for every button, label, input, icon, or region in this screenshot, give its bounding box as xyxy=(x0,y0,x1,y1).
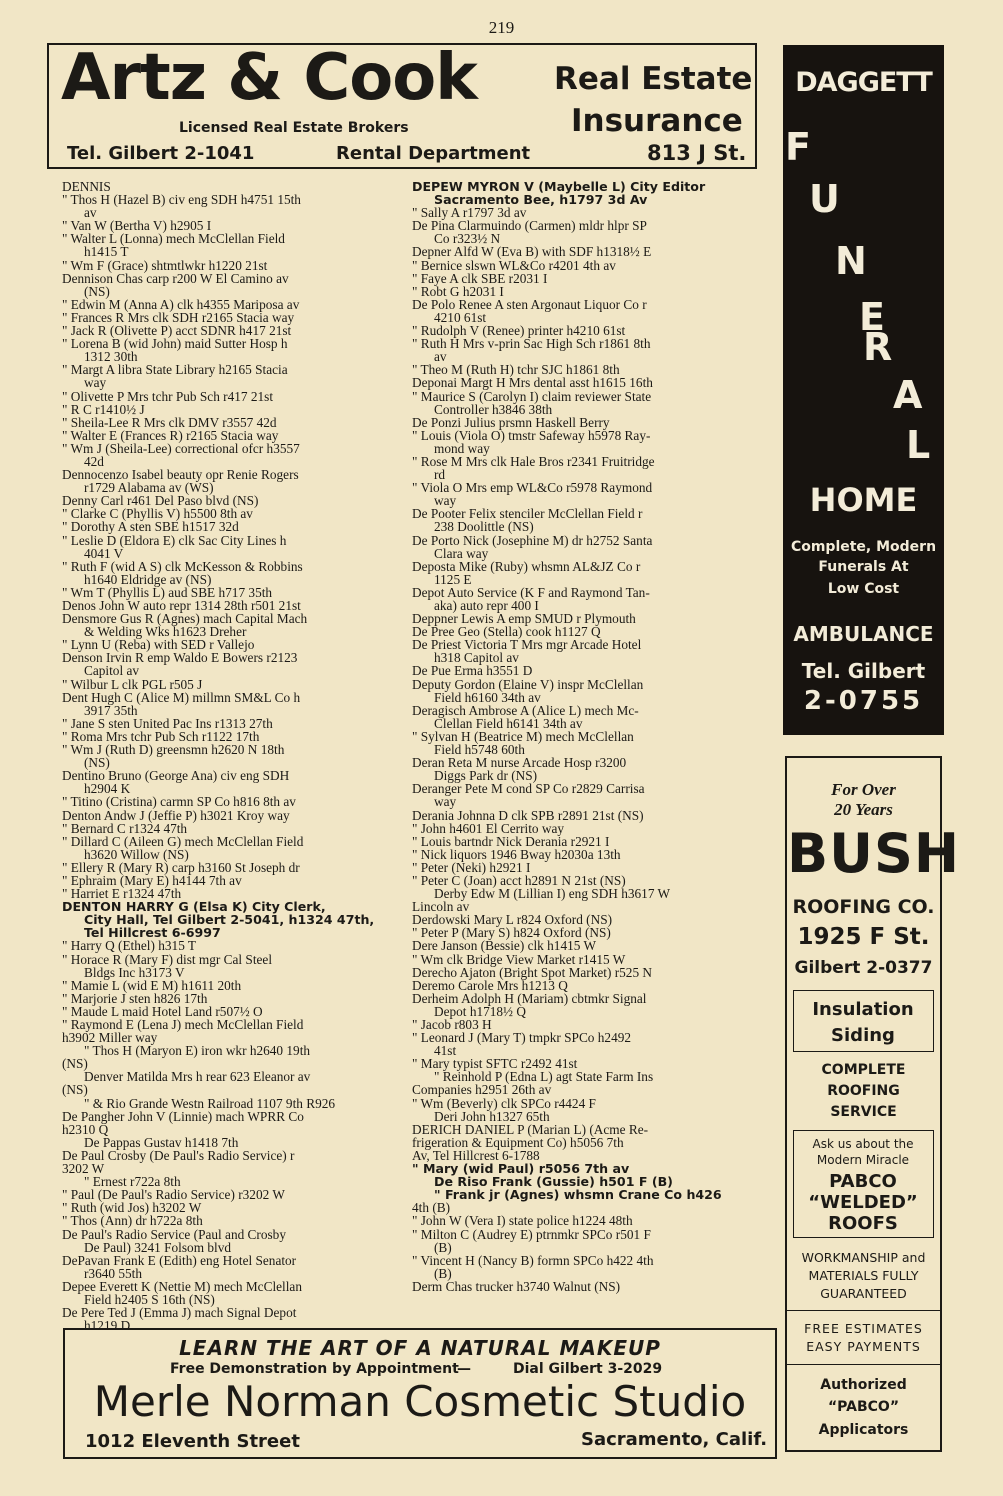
entry-continuation: " Thos H (Maryon E) iron wkr h2640 19th xyxy=(84,1043,311,1059)
entry-continuation: h1640 Eldridge av (NS) xyxy=(84,571,212,587)
directory-entry: Denos John W auto repr 1314 28th r501 21st xyxy=(62,598,301,613)
entry-continuation: r1729 Alabama av (WS) xyxy=(84,480,214,496)
entry-continuation: 1125 E xyxy=(434,571,472,587)
funeral-letter: U xyxy=(809,177,840,221)
directory-entry: h3902 Miller way xyxy=(62,1030,158,1046)
directory-entry: 4th (B) xyxy=(412,1200,451,1216)
estimates-line: FREE ESTIMATES xyxy=(804,1321,923,1336)
directory-entry: De Pooter Felix stenciler McClellan Field r xyxy=(412,506,643,522)
directory-entry: De Porto Nick (Josephine M) dr h2752 Santa xyxy=(412,532,653,548)
bush-telephone: Gilbert 2-0377 xyxy=(794,958,933,978)
directory-entry: " Nick liquors 1946 Bway h2030a 13th xyxy=(412,846,621,862)
directory-entry: " Sally A r1797 3d av xyxy=(412,205,527,221)
directory-entry: Deppner Lewis A emp SMUD r Plymouth xyxy=(412,611,636,627)
ask-line: Modern Miracle xyxy=(816,1153,910,1167)
merle-headline: LEARN THE ART OF A NATURAL MAKEUP xyxy=(179,1336,661,1360)
directory-entry: 3202 W xyxy=(62,1161,105,1177)
directory-entry: " Maurice S (Carolyn I) claim reviewer State xyxy=(412,388,652,404)
complete-line: SERVICE xyxy=(830,1104,897,1120)
entry-continuation: 1312 30th xyxy=(84,349,138,365)
directory-entry: " Theo M (Ruth H) tchr SJC h1861 8th xyxy=(412,362,620,378)
daggett-name: DAGGETT xyxy=(795,67,932,98)
directory-entry: " Bernice slswn WL&Co r4201 4th av xyxy=(412,257,616,273)
funeral-letter: F xyxy=(785,125,811,169)
entry-continuation: (NS) xyxy=(84,283,110,299)
directory-entry: " Titino (Cristina) carmn SP Co h816 8th av xyxy=(62,794,296,810)
directory-entry: " Wm T (Phyllis L) aud SBE h717 35th xyxy=(62,584,273,600)
directory-entry: " Paul (De Paul's Radio Service) r3202 W xyxy=(62,1187,285,1203)
directory-entry: De Paul Crosby (De Paul's Radio Service) r xyxy=(62,1147,295,1163)
entry-continuation: Field h6160 34th av xyxy=(434,689,541,705)
directory-entry: Derecho Ajaton (Bright Spot Market) r525 N xyxy=(412,964,653,980)
directory-entry: Deragisch Ambrose A (Alice L) mech Mc- xyxy=(412,702,639,718)
directory-entry: De Pree Geo (Stella) cook h1127 Q xyxy=(412,624,601,640)
entry-continuation: & Welding Wks h1623 Dreher xyxy=(84,624,247,640)
merle-norman-ad xyxy=(63,1328,777,1459)
entry-continuation: (B) xyxy=(434,1265,452,1281)
directory-entry: " Ellery R (Mary R) carp h3160 St Joseph dr xyxy=(62,859,300,875)
entry-continuation: way xyxy=(434,794,457,810)
entry-continuation: r3640 55th xyxy=(84,1265,142,1281)
entry-continuation: " Frank jr (Agnes) whsmn Crane Co h426 xyxy=(434,1187,722,1203)
entry-continuation: Depot h1718½ Q xyxy=(434,1003,526,1019)
complete-line: COMPLETE xyxy=(821,1062,906,1078)
directory-entry: Denson Irvin R emp Waldo E Bowers r2123 xyxy=(62,650,298,666)
directory-entry: Dennison Chas carp r200 W El Camino av xyxy=(62,270,289,286)
funeral-letter: L xyxy=(906,423,931,467)
years-label: 20 Years xyxy=(834,800,893,819)
directory-entry: " Mamie L (wid E M) h1611 20th xyxy=(62,977,242,993)
directory-entry: " Sylvan H (Beatrice M) mech McClellan xyxy=(412,728,634,744)
directory-entry: " Rose M Mrs clk Hale Bros r2341 Fruitridge xyxy=(412,453,655,469)
page-number: 219 xyxy=(488,18,515,37)
directory-entry: " Wm J (Ruth D) greensmn h2620 N 18th xyxy=(62,742,285,758)
entry-continuation: Diggs Park dr (NS) xyxy=(434,768,538,784)
directory-entry: Denton Andw J (Jeffie P) h3021 Kroy way xyxy=(62,807,290,823)
entry-continuation: Capitol av xyxy=(84,663,140,679)
directory-entry: " Jane S sten United Pac Ins r1313 27th xyxy=(62,715,273,731)
tagline-line: Low Cost xyxy=(827,581,900,597)
insurance-label: Insurance xyxy=(571,103,743,139)
directory-entry: Derania Johnna D clk SPB r2891 21st (NS) xyxy=(412,807,644,823)
estimates-line: EASY PAYMENTS xyxy=(806,1339,921,1354)
pabco-line: “WELDED” xyxy=(808,1192,918,1213)
entry-continuation: 4041 V xyxy=(84,545,124,561)
demonstration-label: Free Demonstration by Appointment xyxy=(170,1361,459,1377)
directory-entry: Dentino Bruno (George Ana) civ eng SDH xyxy=(62,768,290,784)
directory-entry: " Peter C (Joan) acct h2891 N 21st (NS) xyxy=(412,872,626,888)
directory-entry: " Jacob r803 H xyxy=(412,1017,492,1032)
directory-entry: " Rudolph V (Renee) printer h4210 61st xyxy=(412,323,626,339)
roofing-co: ROOFING CO. xyxy=(792,896,935,918)
directory-entry: Dennocenzo Isabel beauty opr Renie Rogers xyxy=(62,467,299,483)
directory-entry: " Roma Mrs tchr Pub Sch r1122 17th xyxy=(62,728,260,744)
rental-department: Rental Department xyxy=(336,143,531,164)
directory-entry: " Wilbur L clk PGL r505 J xyxy=(62,676,203,692)
entry-continuation: h318 Capitol av xyxy=(434,650,519,666)
funeral-letter: A xyxy=(893,373,923,417)
directory-entry: " Mary (wid Paul) r5056 7th av xyxy=(412,1161,630,1177)
entry-continuation: City Hall, Tel Gilbert 2-5041, h1324 47th, xyxy=(84,912,375,928)
funeral-letter: E xyxy=(859,295,885,339)
directory-entry: " Clarke C (Phyllis V) h5500 8th av xyxy=(62,506,253,522)
entry-continuation: (NS) xyxy=(84,755,110,771)
directory-entry: " Louis (Viola O) tmstr Safeway h5978 Ray- xyxy=(412,427,651,443)
pabco-box xyxy=(793,1130,934,1238)
entry-continuation: Field h5748 60th xyxy=(434,742,525,758)
directory-entry: " Margt A libra State Library h2165 Stacia xyxy=(62,362,288,378)
entry-continuation: De Pappas Gustav h1418 7th xyxy=(84,1134,239,1150)
artz-cook-ad xyxy=(47,43,757,169)
directory-column-left xyxy=(62,180,407,1332)
directory-entry: " Wm (Beverly) clk SPCo r4424 F xyxy=(412,1095,596,1111)
divider xyxy=(787,1310,940,1311)
directory-entry: " Milton C (Audrey E) ptrnmkr SPCo r501 F xyxy=(412,1226,651,1242)
funeral-letter: R xyxy=(863,325,893,369)
directory-entry: " Harry Q (Ethel) h315 T xyxy=(62,938,197,954)
directory-entry: Deranger Pete M cond SP Co r2829 Carrisa xyxy=(412,781,645,797)
directory-entry: De Polo Renee A sten Argonaut Liquor Co r xyxy=(412,296,647,312)
directory-entry: " Louis bartndr Nick Derania r2921 I xyxy=(412,833,610,849)
artz-address: 813 J St. xyxy=(647,141,747,165)
workmanship-line: WORKMANSHIP and xyxy=(801,1250,926,1265)
pabco-line: PABCO xyxy=(829,1171,897,1192)
directory-entry: " Frances R Mrs clk SDH r2165 Stacia way xyxy=(62,309,295,325)
directory-entry: Dent Hugh C (Alice M) millmn SM&L Co h xyxy=(62,689,301,705)
directory-entry: " Wm clk Bridge View Market r1415 W xyxy=(412,951,626,967)
entry-continuation: 3917 35th xyxy=(84,702,138,718)
directory-entry: " Ruth H Mrs v-prin Sac High Sch r1861 8th xyxy=(412,336,651,352)
directory-entry: " Dillard C (Aileen G) mech McClellan Field xyxy=(62,833,304,849)
directory-entry: " Marjorie J sten h826 17th xyxy=(62,990,208,1006)
directory-entry: De Ponzi Julius prsmn Haskell Berry xyxy=(412,414,610,430)
directory-entry: Dere Janson (Bessie) clk h1415 W xyxy=(412,938,597,954)
pabco-line: ROOFS xyxy=(828,1213,898,1234)
entry-continuation: Denver Matilda Mrs h rear 623 Eleanor av xyxy=(84,1069,311,1085)
directory-entry: h2310 Q xyxy=(62,1121,109,1137)
siding-label: Siding xyxy=(831,1025,895,1046)
directory-entry: Densmore Gus R (Agnes) mach Capital Mach xyxy=(62,611,308,627)
directory-entry: " Walter L (Lonna) mech McClellan Field xyxy=(62,231,285,247)
directory-entry: De Pina Clarmuindo (Carmen) mldr hlpr SP xyxy=(412,218,647,234)
dial-label: Dial Gilbert 3-2029 xyxy=(513,1361,663,1377)
directory-entry: Depot Auto Service (K F and Raymond Tan- xyxy=(412,584,650,600)
entry-continuation: 42d xyxy=(84,453,104,469)
directory-entry: " John h4601 El Cerrito way xyxy=(412,820,565,836)
divider xyxy=(787,1364,940,1365)
directory-entry: " Horace R (Mary F) dist mgr Cal Steel xyxy=(62,951,273,967)
directory-entry: " Peter P (Mary S) h824 Oxford (NS) xyxy=(412,925,611,941)
directory-entry: " Wm F (Grace) shtmtlwkr h1220 21st xyxy=(62,257,268,273)
for-over: For Over xyxy=(831,780,896,799)
licensed-label: Licensed Real Estate Brokers xyxy=(179,120,409,136)
directory-entry: " Maude L maid Hotel Land r507½ O xyxy=(62,1003,263,1019)
entry-continuation: Bldgs Inc h3173 V xyxy=(84,964,185,980)
funeral-letter: N xyxy=(835,239,867,283)
directory-entry: " Jack R (Olivette P) acct SDNR h417 21st xyxy=(62,323,292,339)
entry-continuation: rd xyxy=(434,467,446,483)
entry-continuation: h3620 Willow (NS) xyxy=(84,846,189,862)
ask-line: Ask us about the xyxy=(812,1137,914,1151)
directory-entry: " Dorothy A sten SBE h1517 32d xyxy=(62,519,239,535)
directory-entry: " Ruth F (wid A S) clk McKesson & Robbins xyxy=(62,558,303,574)
directory-entry: De Pue Erma h3551 D xyxy=(412,663,533,679)
entry-continuation: h2904 K xyxy=(84,781,131,797)
directory-entry: " Peter (Neki) h2921 I xyxy=(412,859,531,875)
entry-continuation: h1219 D xyxy=(84,1318,131,1334)
directory-entry: Deponai Margt H Mrs dental asst h1615 16th xyxy=(412,375,653,391)
directory-entry: " R C r1410½ J xyxy=(62,401,145,417)
directory-entry: Denny Carl r461 Del Paso blvd (NS) xyxy=(62,493,259,509)
artz-telephone: Tel. Gilbert 2-1041 xyxy=(67,143,255,164)
artz-cook-name: Artz & Cook xyxy=(61,41,477,115)
directory-entry: " John W (Vera I) state police h1224 48th xyxy=(412,1213,633,1229)
directory-entry: De Pangher John V (Linnie) mach WPRR Co xyxy=(62,1108,304,1124)
home-label: HOME xyxy=(809,481,918,519)
entry-continuation: Clellan Field h6141 34th av xyxy=(434,715,583,731)
directory-entry: " Viola O Mrs emp WL&Co r5978 Raymond xyxy=(412,480,653,496)
directory-entry: Deposta Mike (Ruby) whsmn AL&JZ Co r xyxy=(412,558,641,574)
bush-address: 1925 F St. xyxy=(797,924,930,950)
directory-entry: " Walter E (Frances R) r2165 Stacia way xyxy=(62,427,279,443)
directory-entry: DePavan Frank E (Edith) eng Hotel Senator xyxy=(62,1252,297,1268)
directory-entry: " Mary typist SFTC r2492 41st xyxy=(412,1056,578,1072)
directory-entry: " Thos H (Hazel B) civ eng SDH h4751 15th xyxy=(62,192,301,208)
directory-entry: De Priest Victoria T Mrs mgr Arcade Hotel xyxy=(412,637,642,653)
daggett-tel-label: Tel. Gilbert xyxy=(801,659,926,683)
tagline-line: Funerals At xyxy=(818,559,909,575)
real-estate-label: Real Estate xyxy=(554,61,753,97)
workmanship-line: MATERIALS FULLY xyxy=(808,1268,919,1283)
bush-name: BUSH xyxy=(787,822,961,885)
directory-entry: " Wm J (Sheila-Lee) correctional ofcr h3557 xyxy=(62,440,300,456)
directory-entry: " Harriet E r1324 47th xyxy=(62,886,182,902)
authorized-line: Applicators xyxy=(818,1422,909,1438)
complete-line: ROOFING xyxy=(827,1083,900,1099)
entry-continuation: " Ernest r722a 8th xyxy=(84,1174,181,1190)
authorized-line: Authorized xyxy=(820,1377,907,1393)
insulation-label: Insulation xyxy=(812,999,914,1020)
directory-entry: " Thos (Ann) dr h722a 8th xyxy=(62,1213,203,1229)
bush-roofing-ad xyxy=(785,756,961,1452)
directory-entry: Lincoln av xyxy=(412,899,470,915)
ambulance-label: AMBULANCE xyxy=(793,622,934,646)
directory-entry: " Van W (Bertha V) h2905 I xyxy=(62,218,212,234)
directory-entry: " Lorena B (wid John) maid Sutter Hosp h xyxy=(62,336,288,352)
entry-continuation: way xyxy=(434,493,457,509)
entry-continuation: 41st xyxy=(434,1043,457,1059)
directory-entry: Deremo Carole Mrs h1213 Q xyxy=(412,977,568,993)
entry-continuation: way xyxy=(84,375,107,391)
tagline-line: Complete, Modern xyxy=(790,539,937,555)
dash: — xyxy=(457,1361,471,1377)
directory-entry: Companies h2951 26th av xyxy=(412,1082,552,1098)
entry-continuation: Co r323½ N xyxy=(434,231,501,247)
directory-entry: Derm Chas trucker h3740 Walnut (NS) xyxy=(412,1278,621,1294)
directory-entry: " Ruth (wid Jos) h3202 W xyxy=(62,1200,202,1216)
entry-continuation: Deri John h1327 65th xyxy=(434,1108,550,1124)
entry-continuation: av xyxy=(84,205,97,221)
directory-entry: Depee Everett K (Nettie M) mech McClellan xyxy=(62,1278,302,1294)
entry-continuation: Clara way xyxy=(434,545,489,561)
directory-entry: " Edwin M (Anna A) clk h4355 Mariposa av xyxy=(62,296,300,312)
directory-entry: De Pere Ted J (Emma J) mach Signal Depot xyxy=(62,1305,297,1321)
entry-continuation: h1415 T xyxy=(84,244,129,260)
directory-entry: Depner Alfd W (Eva B) with SDF h1318½ E xyxy=(412,244,652,260)
directory-entry: " Sheila-Lee R Mrs clk DMV r3557 42d xyxy=(62,414,277,430)
directory-entry: " Faye A clk SBE r2031 I xyxy=(412,270,548,286)
entry-continuation: De Riso Frank (Gussie) h501 F (B) xyxy=(434,1174,673,1190)
directory-entry: Deran Reta M nurse Arcade Hosp r3200 xyxy=(412,755,627,771)
daggett-tel-number: 2-0755 xyxy=(803,686,924,716)
authorized-line: “PABCO” xyxy=(827,1399,900,1415)
directory-entry: " Raymond E (Lena J) mech McClellan Field xyxy=(62,1017,304,1032)
entry-continuation: Controller h3846 38th xyxy=(434,401,553,417)
directory-entry: " Vincent H (Nancy B) formn SPCo h422 4th xyxy=(412,1252,654,1268)
directory-entry: DENNIS xyxy=(62,179,111,194)
directory-entry: " Leonard J (Mary T) tmpkr SPCo h2492 xyxy=(412,1030,632,1046)
directory-entry: DEPEW MYRON V (Maybelle L) City Editor xyxy=(412,179,706,194)
entry-continuation: De Paul) 3241 Folsom blvd xyxy=(84,1239,232,1255)
insulation-box xyxy=(793,990,934,1052)
entry-continuation: Derby Edw M (Lillian I) eng SDH h3617 W xyxy=(434,886,671,902)
directory-entry: Av, Tel Hillcrest 6-1788 xyxy=(412,1147,540,1163)
entry-continuation: Sacramento Bee, h1797 3d Av xyxy=(434,192,648,208)
directory-entry: " Leslie D (Eldora E) clk Sac City Lines h xyxy=(62,532,287,548)
merle-norman-name: Merle Norman Cosmetic Studio xyxy=(93,1377,747,1426)
directory-entry: DERICH DANIEL P (Marian L) (Acme Re- xyxy=(412,1121,649,1137)
entry-continuation: " & Rio Grande Westn Railroad 1107 9th R926 xyxy=(84,1095,336,1111)
directory-entry: " Robt G h2031 I xyxy=(412,283,504,299)
directory-entry: " Bernard C r1324 47th xyxy=(62,820,188,836)
entry-continuation: aka) auto repr 400 I xyxy=(434,598,539,613)
directory-entry: (NS) xyxy=(62,1082,88,1098)
entry-continuation: av xyxy=(434,349,447,365)
workmanship-line: GUARANTEED xyxy=(820,1286,907,1301)
entry-continuation: mond way xyxy=(434,440,490,456)
entry-continuation: " Reinhold P (Edna L) agt State Farm Ins xyxy=(434,1069,654,1085)
directory-entry: De Paul's Radio Service (Paul and Crosby xyxy=(62,1226,286,1242)
directory-entry: Derheim Adolph H (Mariam) cbtmkr Signal xyxy=(412,990,647,1006)
entry-continuation: Field h2405 S 16th (NS) xyxy=(84,1291,215,1307)
directory-entry: " Lynn U (Reba) with SED r Vallejo xyxy=(62,637,255,653)
directory-column-right xyxy=(412,180,777,1293)
entry-continuation: 4210 61st xyxy=(434,309,487,325)
entry-continuation: 238 Doolittle (NS) xyxy=(434,519,534,535)
daggett-funeral-ad xyxy=(783,45,944,735)
directory-entry: " Olivette P Mrs tchr Pub Sch r417 21st xyxy=(62,388,274,404)
merle-city: Sacramento, Calif. xyxy=(581,1429,768,1450)
directory-entry: (NS) xyxy=(62,1056,88,1072)
merle-street: 1012 Eleventh Street xyxy=(85,1431,300,1452)
entry-continuation: (B) xyxy=(434,1239,452,1255)
directory-entry: DENTON HARRY G (Elsa K) City Clerk, xyxy=(62,899,326,915)
directory-entry: " Ephraim (Mary E) h4144 7th av xyxy=(62,872,242,888)
entry-continuation: Tel Hillcrest 6-6997 xyxy=(84,925,221,941)
directory-entry: Derdowski Mary L r824 Oxford (NS) xyxy=(412,912,613,928)
directory-entry: frigeration & Equipment Co) h5056 7th xyxy=(412,1134,624,1150)
directory-entry: Deputy Gordon (Elaine V) inspr McClellan xyxy=(412,676,644,692)
